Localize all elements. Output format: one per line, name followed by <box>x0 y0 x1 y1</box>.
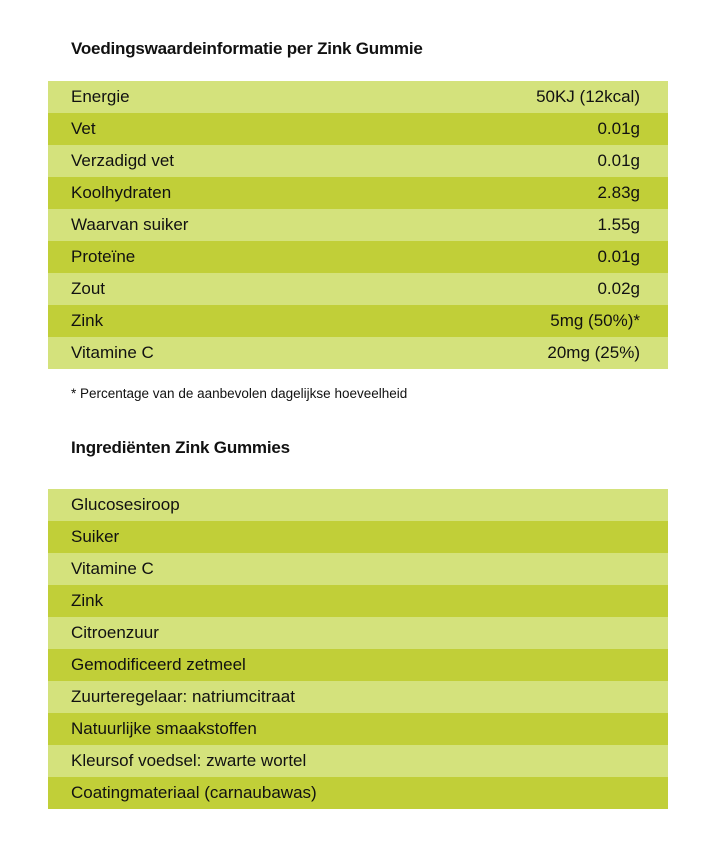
row-label: Vitamine C <box>71 343 154 362</box>
row-label: Zout <box>71 279 106 298</box>
list-item: Glucosesiroop <box>48 489 668 521</box>
list-item: Gemodificeerd zetmeel <box>48 649 668 681</box>
nutrition-title: Voedingswaardeinformatie per Zink Gummie <box>71 39 423 58</box>
row-value: 0.01g <box>597 151 640 170</box>
row-label: Waarvan suiker <box>71 215 189 234</box>
table-row <box>48 337 668 369</box>
row-label: Vet <box>71 119 96 138</box>
row-value: 0.01g <box>597 119 640 138</box>
row-label: Koolhydraten <box>71 183 172 202</box>
list-item: Zink <box>48 585 668 617</box>
row-label: Proteïne <box>71 247 136 266</box>
list-item: Vitamine C <box>48 553 668 585</box>
row-value: 0.01g <box>597 247 640 266</box>
footnote: * Percentage van de aanbevolen dagelijkse hoeveelheid <box>71 386 408 401</box>
ingredients-title: Ingrediënten Zink Gummies <box>71 438 290 457</box>
list-item: Suiker <box>48 521 668 553</box>
table-row <box>48 241 668 273</box>
table-row <box>48 209 668 241</box>
table-row <box>48 145 668 177</box>
row-value: 5mg (50%)* <box>550 311 640 330</box>
ingredients-table <box>48 489 668 809</box>
row-value: 1.55g <box>597 215 640 234</box>
list-item: Citroenzuur <box>48 617 668 649</box>
row-value: 20mg (25%) <box>547 343 640 362</box>
nutrition-table <box>48 81 668 369</box>
table-row <box>48 113 668 145</box>
table-row <box>48 177 668 209</box>
list-item: Kleursof voedsel: zwarte wortel <box>48 745 668 777</box>
list-item: Zuurteregelaar: natriumcitraat <box>48 681 668 713</box>
row-value: 0.02g <box>597 279 640 298</box>
table-row <box>48 305 668 337</box>
row-label: Energie <box>71 87 130 106</box>
row-value: 50KJ (12kcal) <box>536 87 640 106</box>
list-item: Coatingmateriaal (carnaubawas) <box>48 777 668 809</box>
row-label: Zink <box>71 311 104 330</box>
table-row <box>48 81 668 113</box>
row-label: Verzadigd vet <box>71 151 175 170</box>
list-item: Natuurlijke smaakstoffen <box>48 713 668 745</box>
table-row <box>48 273 668 305</box>
row-value: 2.83g <box>597 183 640 202</box>
